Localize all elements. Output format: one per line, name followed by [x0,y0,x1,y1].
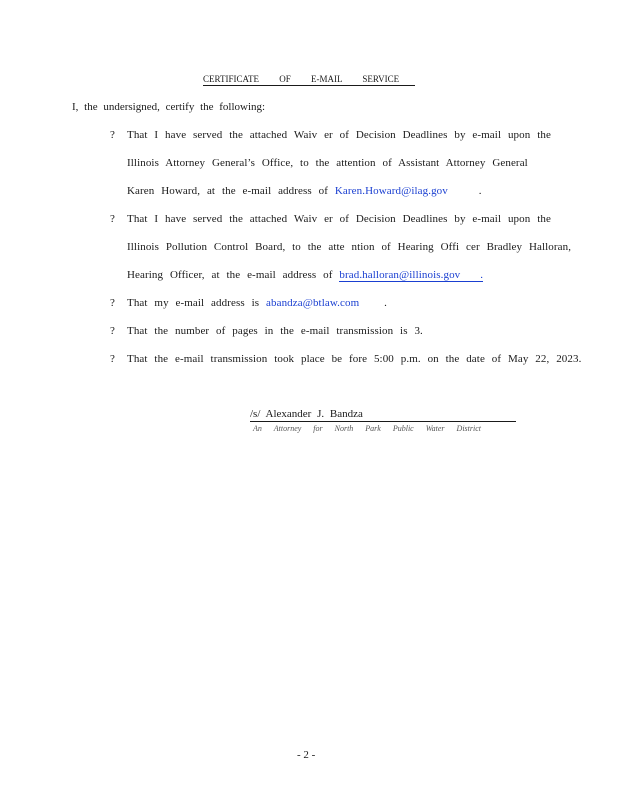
bullet-icon: ? [110,129,115,141]
item-line-end: . [478,185,482,197]
item-line: That the number of pages in the e-mail transmission is 3. [127,325,423,337]
signature-name: /s/ Alexander J. Bandza [250,408,516,422]
email-link[interactable]: abandza@btlaw.com [266,297,360,309]
item-line-text: Karen Howard, at the e-mail address of [127,185,328,197]
item-line-end: . [480,269,484,281]
item-line [127,269,483,281]
item-line-end: . [384,297,387,309]
certificate-intro: I, the undersigned, certify the following: [72,101,266,113]
page-number: - 2 - [297,749,316,761]
item-line: That I have served the attached Waiv er of Decision Deadlines by e-mail upon the [127,213,551,225]
bullet-icon: ? [110,297,115,309]
item-line: That I have served the attached Waiv er of Decision Deadlines by e-mail upon the [127,129,551,141]
bullet-icon: ? [110,325,115,337]
item-line-text: That my e-mail address is [127,297,260,309]
item-line: That the e-mail transmission took place be fore 5:00 p.m. on the date of May 22, 2023. [127,353,582,365]
certificate-title: CERTIFICATE OF E-MAIL SERVICE [203,74,415,86]
item-line [127,185,482,197]
item-line-text: Hearing Officer, at the e-mail address of [127,269,333,281]
item-line: Illinois Attorney General’s Office, to the attention of Assistant Attorney General [127,157,528,169]
email-link[interactable]: Karen.Howard@ilag.gov [334,185,448,197]
bullet-icon: ? [110,353,115,365]
signature-role: An Attorney for North Park Public Water District [253,424,481,433]
email-link[interactable] [339,269,483,282]
item-line: Illinois Pollution Control Board, to the atte ntion of Hearing Offi cer Bradley Halloran, [127,241,572,253]
bullet-icon: ? [110,213,115,225]
email-text: brad.halloran@illinois.gov [339,269,461,281]
item-line [127,297,387,309]
